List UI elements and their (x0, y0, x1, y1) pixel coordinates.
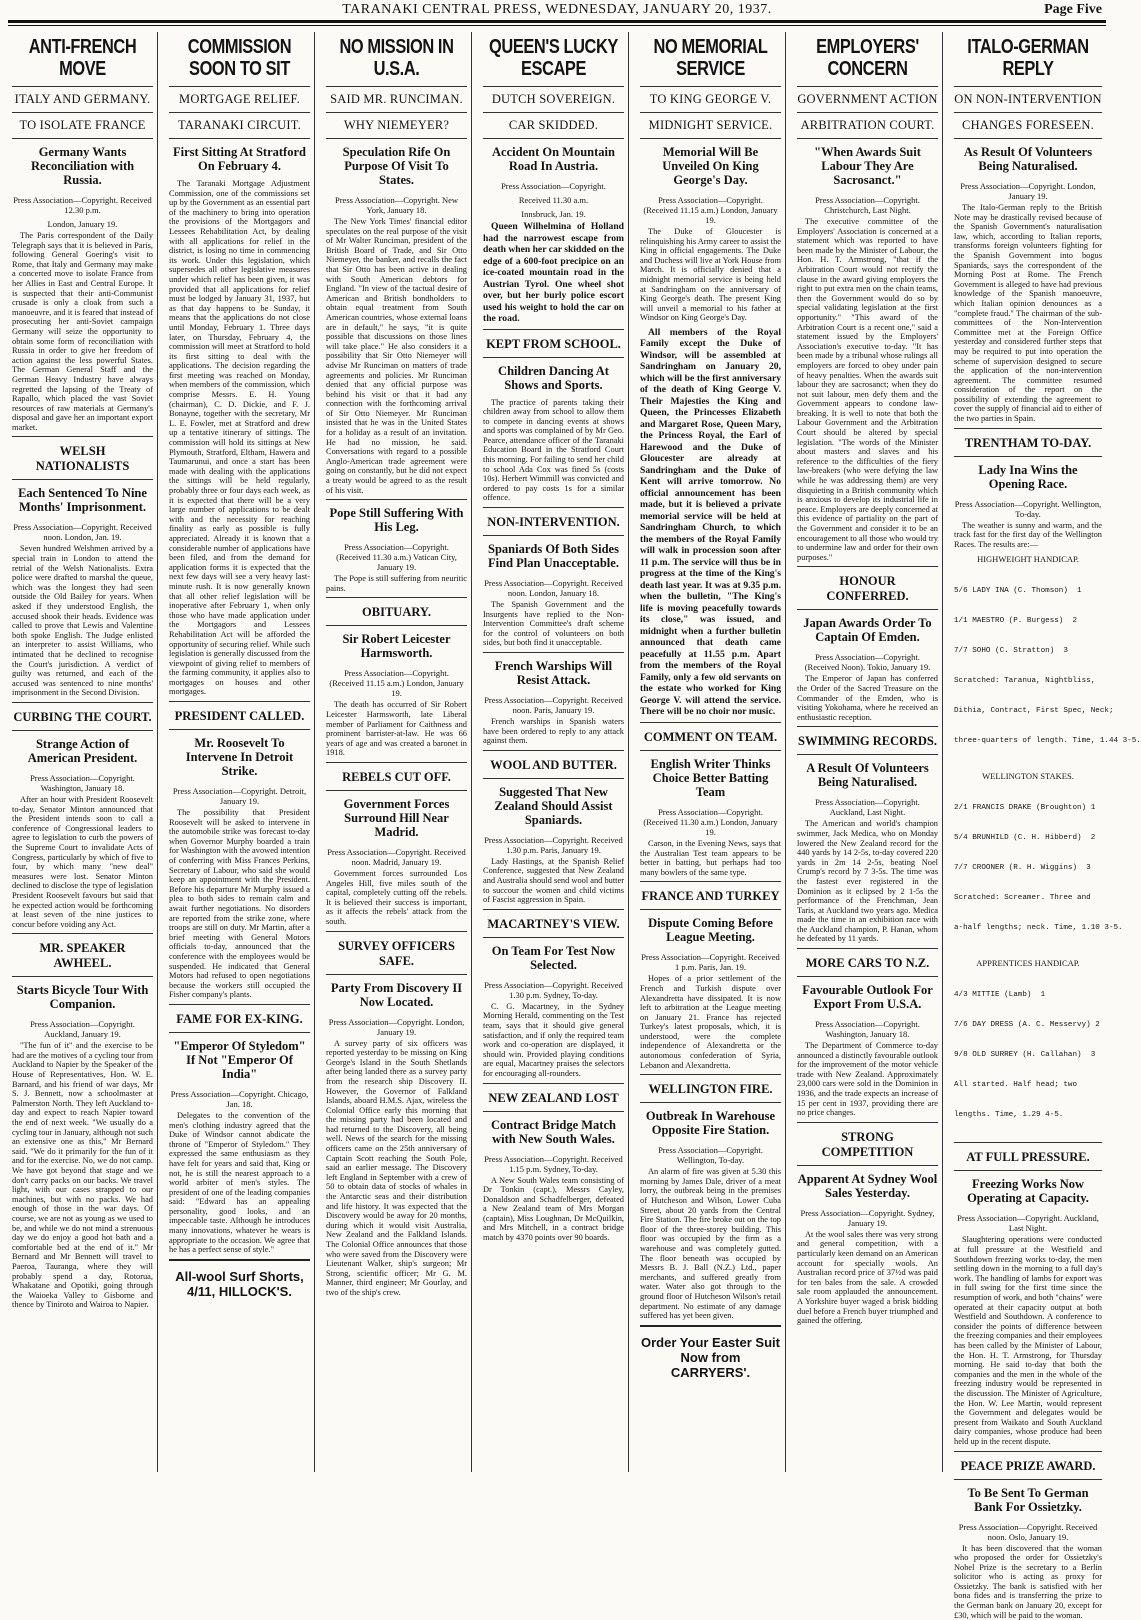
section-heading: NEW ZEALAND LOST (483, 1083, 624, 1111)
article-body: The Paris correspondent of the Daily Telegraph says that it is believed in Paris, following General Goering's visit to Rome, that Italy and Germany may make a concerted move to isolate France from her Allies in East and Central Europe. It is suspected that their anti-Communist crusade is only a cloak from such a manoeuvre, and it is feared that instead of prosecuting her anti-Soviet campaign Germany will seize the opportunity to obtain some form of reconciliation with Russia in order to give her freedom of action against the less powerful States. The German General Staff and the German Heavy Industry have always regretted the lapsing of the Treaty of Rapallo, which placed the vast Soviet resources of raw materials at Germany's disposal and gave her an important export market. (12, 231, 153, 432)
column-1 (8, 32, 158, 1472)
section-heading: WELLINGTON FIRE. (640, 1074, 781, 1102)
section-heading: NON-INTERVENTION. (483, 507, 624, 535)
race-result-line: Dithia, Contract, First Spec, Neck; (954, 706, 1102, 716)
race-results (954, 783, 1102, 953)
deck: Children Dancing At Shows and Sports. (483, 357, 624, 396)
article-body: At the wool sales there was very strong and general competition, with a particularly keen demand on an American account for specially wools. An Australian record price of 37½d was paid for ten bales from the sale. A crowded sale room applauded the announcement. A Yorkshire buyer waged a brisk bidding duel before a French buyer triumphed and gained the offering. (797, 1230, 938, 1326)
section-heading: SWIMMING RECORDS. (797, 726, 938, 754)
section-heading: STRONG COMPETITION (797, 1122, 938, 1165)
credit-line: Press Association—Copyright. Received 1.30 p.m. Sydney, To-day. (483, 980, 624, 1000)
headline: COMMISSION SOON TO SIT (170, 36, 309, 80)
subheading: CAR SKIDDED. (483, 112, 624, 138)
article-body: Government forces surrounded Los Angeles Hill, five miles south of the capital, completely cutting off the rebels. It is believed their success is important, as it affects the rebels' attack from the south. (326, 869, 467, 927)
column-5 (636, 32, 786, 1472)
deck: Mr. Roosevelt To Intervene In Detroit Strike. (169, 729, 310, 782)
race-heading: APPRENTICES HANDICAP. (954, 958, 1102, 968)
credit-line: Press Association—Copyright. Received 1 p.m. Paris, Jan. 19. (640, 952, 781, 972)
deck: English Writer Thinks Choice Better Batting Team (640, 750, 781, 803)
newspaper-page (8, 32, 1106, 1472)
credit-line: Press Association—Copyright. London, January 19. (326, 1017, 467, 1037)
article-body: The American and world's champion swimmer, Jack Medica, who on Monday lowered the New Zealand record for the 440 yards by 14 2-5s, to-day covered 220 yards in 2m 14 2-5s, beating Noel Crump's record by 7 3-5s. The time was the fastest ever registered in the Dominion as it eclipsed by 2 1-5s the performance of the Frenchman, Jean Taris, at Auckland two years ago. Medica made the time in an exhibition race with the Auckland champion, P. Hanan, whom he defeated by 11 yards. (797, 819, 938, 944)
headline: QUEEN'S LUCKY ESCAPE (484, 36, 623, 80)
article-body: Queen Wilhelmina of Holland had the narrowest escape from death when her car skidded on the edge of a 600-foot precipice on an ice-coated mountain road in the Austrian Tyrol. One wheel shot over, but her burly police escort used his weight to hold the car on the road. (483, 221, 624, 325)
credit-line: Press Association—Copyright. Wellington, To-day. (640, 1145, 781, 1165)
section-heading: HONOUR CONFERRED. (797, 566, 938, 609)
subheading: SAID MR. RUNCIMAN. (326, 86, 467, 112)
subheading: TO ISOLATE FRANCE (12, 112, 153, 138)
credit-line: Press Association—Copyright. Received 12.30 p.m. (12, 195, 153, 215)
credit-line: Press Association—Copyright. (Received 11.30 a.m.) London, January 19. (640, 807, 781, 837)
race-result-line: 4/3 MITTIE (Lamb) 1 (954, 990, 1102, 1000)
article-body: The Taranaki Mortgage Adjustment Commission, one of the commissions set up by the Government as an essential part of the machinery to bring into operation the provisions of the Mortgagors and Lessees Rehabilitation Act, by dealing with all applications for relief in the district, is losing no time in commencing its work. Under this legislation, which supersedes all other legislative measures under which relief has been given, it was provided that all applications for relief must be lodged by January 31, 1937, but as that day happens to be Sunday, it means that the applications do not close until Monday, February 1. Three days later, on Thursday, February 4, the commission will meet at Stratford to hold its first sitting to deal with the applications. The decision regarding the first meeting was reached on Monday, when members of the commission, which comprise Messrs. E. H. Young (chairman), C. D. Dickie, and F. J. Bonayne, together with the secretary, Mr L. E. Fowler, met at Stratford and drew up a tentative itinerary of sittings. The commission will hold its sittings at New Plymouth, Stratford, Eltham, Hawera and Taumarunui, and once a start has been made with dealing with the applications the sittings will be held regularly, probably three or four days each week, as it is expected that there will be a very large number of applications to be dealt with and the necessity for reaching finality as early as possible is fully appreciated. Already it is known that a considerable number of applications have been filed, and from the demand for application forms it is expected that the next few days will see a very heavy last-minute rush. It is now generally known that all other relief legislation will be inoperative after February 1, when only those who have made application under the Mortgagors and Lessees Rehabilitation Act will be afforded the opportunity of securing relief. While such legislation is generally discussed from the viewpoint of giving relief to members of the farming community, it applies also to mortgages on houses and other mortgages. (169, 179, 310, 697)
article-body: The weather is sunny and warm, and the track fast for the first day of the Wellington Races. The results are:— (954, 521, 1102, 550)
column-2 (165, 32, 315, 1472)
credit-line: Press Association—Copyright. Received noon. Paris, January 19. (483, 695, 624, 715)
credit-line: Press Association—Copyright. Detroit, January 19. (169, 786, 310, 806)
section-heading: MORE CARS TO N.Z. (797, 948, 938, 976)
race-heading: HIGHWEIGHT HANDICAP. (954, 554, 1102, 564)
article-body: The possibility that President Roosevelt will be asked to intervene in the automobile strike was forecast to-day when Governor Murphy boarded a train for Washington with the avowed intention of conferring with Miss Frances Perkins, Secretary of Labour, who said she would keep an appointment with the President. Before his departure Mr Murphy issued a plea to both sides to remain calm and await further negotiations. No disorders are reported from the strike zone, where troops are still on duty. Mr Martin, after a brief meeting with General Motors officials to-day, announced that the conference with the employees would be suspended. He indicated that General Motors had refused to open negotiations because the workers still occupied the Fisher company's plants. (169, 808, 310, 1000)
credit-line: Press Association—Copyright. Received noon. London, Jan. 19. (12, 522, 153, 542)
credit-line: Press Association—Copyright. (Received 11.30 a.m.) Vatican City, January 19. (326, 542, 467, 572)
article-body: The Department of Commerce to-day announced a distinctly favourable outlook for the improvement of the motor vehicle trade with New Zealand. Approximately 23,000 cars were sold in the Dominion in 1936, and the trade expects an increase of 15 per cent in 1937, providing there are no price changes. (797, 1041, 938, 1118)
article-body: Hopes of a prior settlement of the French and Turkish dispute over Alexandretta have dissipated. It is now left to arbitration at the League meeting on January 21. France has rejected Turkey's latest proposals, which, it is understood, were the complete independence of Alexandretta or the autonomous confederation of Syria, Lebanon and Alexandretta. (640, 974, 781, 1070)
race-result-line: 2/1 FRANCIS DRAKE (Broughton) 1 (954, 803, 1102, 813)
deck: Memorial Will Be Unveiled On King George's Day. (640, 138, 781, 191)
article-body-bold: All members of the Royal Family except the Duke of Windsor, will be assembled at Sandringham on January 20, which will be the first anniversary of the death of King George V. Their Majesties the King and Queen, the Princesses Elizabeth and Margaret Rose, Queen Mary, the Princess Royal, the Earl of Harewood and the Duke of Gloucester are already at Sandringham and the Duke of Kent will arrive tomorrow. No official announcement has been made, but it is believed a private memorial service will be held at Sandringham Church, to which the members of the Royal Family will walk in procession soon after 11 p.m. The service will thus be in progress at the time of the King's death last year. It was at 9.35 p.m. when the bulletin, "The King's life is moving peacefully towards its close," was issued, and midnight when a further bulletin announced that death came peacefully at 11.55 p.m. Apart from the members of the Royal Family, only a few old servants on the estate who worked for King George V. will attend the service. There will be no choir nor music. (640, 327, 781, 718)
credit-line: Press Association—Copyright. (Received 11.15 a.m.) London, January 19. (640, 195, 781, 225)
deck: Lady Ina Wins the Opening Race. (954, 456, 1102, 495)
race-result-line: 1/1 MAESTRO (P. Burgess) 2 (954, 616, 1102, 626)
subheading: GOVERNMENT ACTION (797, 86, 938, 112)
dateline: Innsbruck, Jan. 19. (483, 209, 624, 219)
article-body: Carson, in the Evening News, says that the Australian Test team appears to be better in batting, but perhaps had too many bowlers of the same type. (640, 839, 781, 877)
article-body: The Pope is still suffering from neuritic pains. (326, 574, 467, 593)
section-heading: FRANCE AND TURKEY (640, 881, 781, 909)
masthead-rule (8, 20, 1106, 23)
article-body: The practice of parents taking their children away from school to allow them to compete in dancing events at shows and sports was complained of by Mr Geo. Pearce, attendance officer of the Taranaki Education Board in the Stratford Court this morning. For failing to send her child to school Ada Cox was fined 5s (costs 10s). Herbert Wimmill was convicted and ordered to pay costs 1s for a similar offence. (483, 398, 624, 504)
credit-line: Press Association—Copyright. London, January 19. (954, 181, 1102, 201)
deck: Suggested That New Zealand Should Assist Spaniards. (483, 778, 624, 831)
credit-line: Press Association—Copyright. Received noon. London, January 18. (483, 578, 624, 598)
article-body: "The fun of it" and the exercise to be had are the motives of a cycling tour from Auckland to Napier by the Speaker of the House of Representatives, Hon. W. E. Barnard, and his friend of war days, Mr S. J. Bennett, now a schoolmaster at Palmerston North. They left Auckland to-day and expect to reach Napier toward the end of next week. "We usually do a cycling tour in January, although not such an extensive one as this," Mr Bernard said. "We do it primarily for the fun of it and for the exercise. No, we do not camp. We have got beyond that stage and we don't carry packs on our backs. We travel light, with our cases strapped to our machines, but with no packs. We had enough of those in the war days. Of course, we are not as young as we used to be, and while we do not mind a strenuous day we do enjoy a good hot bath and a comfortable bed at the end of it." Mr Bernard and Mr Bennett will travel to Paeroa, Tauranga, where they will probably spend a day, Rotorua, Whakatane and Opotiki, going through the Waioeka Valley to Gisborne and thence by Tiniroto and Wairoa to Napier. (12, 1041, 153, 1310)
headline: ITALO-GERMAN REPLY (956, 36, 1100, 80)
deck: French Warships Will Resist Attack. (483, 652, 624, 691)
deck: First Sitting At Stratford On February 4. (169, 138, 310, 177)
column-7 (950, 32, 1106, 1472)
deck: As Result Of Volunteers Being Naturalised. (954, 138, 1102, 177)
race-result-line: 7/6 DAY DRESS (A. C. Messervy) 2 (954, 1020, 1102, 1030)
section-heading: COMMENT ON TEAM. (640, 722, 781, 750)
deck: Accident On Mountain Road In Austria. (483, 138, 624, 177)
race-result-line: 9/8 OLD SURREY (H. Callahan) 3 (954, 1050, 1102, 1060)
article-body: A New South Wales team consisting of Dr Tonkin (capt.), Messrs Cayley, Donaldson and Schadfelberger, defeated a New Zealand team of Mrs Morgan (captain), Miss Loughnan, Dr McQuilkin, and Mrs Mitchell, in a contract bridge match by 4370 points over 90 boards. (483, 1176, 624, 1243)
headline: NO MISSION IN U.S.A. (327, 36, 466, 80)
subheading: CHANGES FORESEEN. (954, 112, 1102, 138)
race-result-line: 5/4 BRUNHILD (C. H. Hibberd) 2 (954, 833, 1102, 843)
subheading: DUTCH SOVEREIGN. (483, 86, 624, 112)
column-6 (793, 32, 943, 1472)
race-result-line: 7/7 CROONER (R. H. Wiggins) 3 (954, 863, 1102, 873)
deck: A Result Of Volunteers Being Naturalised. (797, 754, 938, 793)
race-result-line: All started. Half head; two (954, 1080, 1102, 1090)
article-body: The Duke of Gloucester is relinquishing his Army career to assist the King in official engagements. The Duke and Duchess will live at York House from March. It is officially denied that a midnight memorial service is being held at Sandringham on the anniversary of King George's death. The present King will unveil a memorial to his father at Windsor on King George's Day. (640, 227, 781, 323)
masthead (0, 0, 1114, 34)
article-body: The Emperor of Japan has conferred the Order of the Sacred Treasure on the Commander of the Emden, who is visiting Yokohama, where he received an enthusiastic reception. (797, 674, 938, 722)
deck: Pope Still Suffering With His Leg. (326, 499, 467, 538)
credit-line: Press Association—Copyright. Received 1.30 p.m. Paris, January 19. (483, 835, 624, 855)
race-result-line: three-quarters of length. Time, 1.44 3-5. (954, 736, 1102, 746)
subheading: TO KING GEORGE V. (640, 86, 781, 112)
credit-line: Press Association—Copyright. Auckland, January 19. (12, 1019, 153, 1039)
deck: "When Awards Suit Labour They Are Sacrosanct." (797, 138, 938, 191)
section-heading: MR. SPEAKER AWHEEL. (12, 933, 153, 976)
article-body: C. G. Macartney, in the Sydney Morning Herald, commenting on the Test team, says that it should give general satisfaction, and if only the required team work and co-operation are displayed, it should win. Provided playing conditions are equal, Macartney praises the selectors for encouraging all-rounders. (483, 1002, 624, 1079)
article-body: The Spanish Government and the Insurgents have replied to the Non-Intervention Committee's draft scheme for the control of volunteers on both sides, but both find it unacceptable. (483, 600, 624, 648)
deck: Strange Action of American President. (12, 730, 153, 769)
subheading: ARBITRATION COURT. (797, 112, 938, 138)
credit-line: Press Association—Copyright. Chicago, Jan. 18. (169, 1089, 310, 1109)
deck: On Team For Test Now Selected. (483, 937, 624, 976)
masthead-title: TARANAKI CENTRAL PRESS, WEDNESDAY, JANUARY 20, 1937. (0, 2, 1114, 18)
section-heading: OBITUARY. (326, 597, 467, 625)
race-result-line: 7/7 SOHO (C. Stratton) 3 (954, 646, 1102, 656)
masthead-rule-thin (8, 25, 1106, 26)
section-heading: SURVEY OFFICERS SAFE. (326, 931, 467, 974)
credit-line: Press Association—Copyright. Christchurch, Last Night. (797, 195, 938, 215)
subheading: WHY NIEMEYER? (326, 112, 467, 138)
deck: Apparent At Sydney Wool Sales Yesterday. (797, 1165, 938, 1204)
credit-line: Press Association—Copyright. Sydney, January 19. (797, 1208, 938, 1228)
received-line: Received 11.30 a.m. (483, 195, 624, 205)
deck: Germany Wants Reconciliation with Russia. (12, 138, 153, 191)
column-4 (479, 32, 629, 1472)
article-body: It has been discovered that the woman who proposed the order for Ossietzky's Nobel Prize is the secretary to a Berlin solicitor who is acting as proxy for Ossietzky. The bank is satisfied with her bona fides and is transferring the prize to the German bank on January 20, except for £30, which will be paid to the woman. (954, 1544, 1102, 1620)
section-heading: WOOL AND BUTTER. (483, 750, 624, 778)
credit-line: Press Association—Copyright. Received noon. Madrid, January 19. (326, 847, 467, 867)
article-body: The executive committee of the Employers' Association is concerned at a statement which was reported to have been made by the Minister of Labour, the Hon. H. T. Armstrong, "that if the Arbitration Court would not rectify the clause in the award giving employers the right to put extra men on the chain teams, then the Government would do so by special validating legislation at the first opportunity." "This award of the Arbitration Court is a recent one," said a statement issued by the Employers' Association's executive to-day. "It has been made by a tribunal whose rulings all employers are forced to obey under pain of heavy penalties. When the awards suit labour they are sacrosanct; when they do not suit labour, men defy them and the Government appears to condone law-breaking. It is well to note that both the Labour Government and the Arbitration Court should be altered by special legislation. "The words of the Minister about masters and slaves and his reference to the difficulties of the fiery law-breakers (who were defying the law while he was addressing them) are very disquieting in a British community which is anxious to develop its industrial life in peace. Employers are deeply concerned at this evidence of partiality on the part of the Government and consider it to be an encouragement to all those who would try to undermine law and order for their own purposes." (797, 217, 938, 562)
deck: Each Sentenced To Nine Months' Imprisonment. (12, 479, 153, 518)
headline: EMPLOYERS' CONCERN (798, 36, 937, 80)
deck: Government Forces Surround Hill Near Madrid. (326, 790, 467, 843)
deck: Spaniards Of Both Sides Find Plan Unacceptable. (483, 535, 624, 574)
section-heading: AT FULL PRESSURE. (954, 1142, 1102, 1170)
column-3 (322, 32, 472, 1472)
article-body: Seven hundred Welshmen arrived by a special train in London to attend the retrial of the Welsh Nationalists. Extra police were drafted to marshal the queue, which was the longest they had seen outside the Old Bailey for years. When asked if they understood English, the accused shook their heads. Evidence was called to prove that Lewis and Valentine both spoke English. The Judge enlisted an interpreter to assist Williams, who intimated that he declined to recognise the Court's jurisdiction. A verdict of guilty was returned, and each of the accused was sentenced to nine months' imprisonment in the Second Division. (12, 544, 153, 698)
article-body: French warships in Spanish waters have been ordered to reply to any attack against them. (483, 717, 624, 746)
deck: Outbreak In Warehouse Opposite Fire Station. (640, 1102, 781, 1141)
race-result-line: 5/6 LADY INA (C. Thomson) 1 (954, 586, 1102, 596)
article-body: The death has occurred of Sir Robert Leicester Harmsworth, late Liberal member of Parliament for Caithness and prominent barrister-at-law. He was 66 years of age and was created a baronet in 1918. (326, 700, 467, 758)
deck: Freezing Works Now Operating at Capacity. (954, 1170, 1102, 1209)
section-heading: KEPT FROM SCHOOL. (483, 329, 624, 357)
deck: Starts Bicycle Tour With Companion. (12, 976, 153, 1015)
race-results (954, 566, 1102, 766)
race-results (954, 970, 1102, 1140)
deck: Party From Discovery II Now Located. (326, 974, 467, 1013)
race-result-line: lengths. Time, 1.29 4-5. (954, 1110, 1102, 1120)
section-heading: MACARTNEY'S VIEW. (483, 909, 624, 937)
page-number: Page Five (1044, 2, 1102, 18)
section-heading: PRESIDENT CALLED. (169, 701, 310, 729)
article-body: A survey party of six officers was reported yesterday to be missing on King George's Island in the South Shetlands after being landed there as a survey party from the research ship Discovery II. However, the Governor of Falkland Islands, aboard H.M.S. Ajax, wireless the Colonial Office early this morning that the missing party had been located and had returned to the Discovery, all being well. News of the search for the missing officers came on the 25th anniversary of Captain Scott reaching the South Pole, said an earlier message. The Discovery left England in September with a crew of 50 to obtain data of stocks of whales in the Antarctic seas and their distribution and life history. It was expected that the Discovery would be away for 20 months, during which it would visit Australia, New Zealand and the Falkland Islands. The Colonial Office announces that those who were saved from the Discovery were Lieutenant Walker, ship's surgeon; Mr Strong, scientific officer; Mr G. M. Manner, third engineer; Mr Gourlay, and two of the ship's crew. (326, 1039, 467, 1298)
race-result-line: Scratched: Taranua, Nightbliss, (954, 676, 1102, 686)
credit-line: Press Association—Copyright. Auckland, Last Night. (954, 1213, 1102, 1233)
credit-line: Press Association—Copyright. Washington, January 18. (12, 773, 153, 793)
credit-line: Press Association—Copyright. Auckland, Last Night. (797, 797, 938, 817)
section-heading: PEACE PRIZE AWARD. (954, 1451, 1102, 1479)
credit-line: Press Association—Copyright. Washington, January 18. (797, 1019, 938, 1039)
subheading: TARANAKI CIRCUIT. (169, 112, 310, 138)
article-body: Lady Hastings, at the Spanish Relief Conference, suggested that New Zealand and Australia should send wool and butter to succour the women and child victims of Fascist aggression in Spain. (483, 857, 624, 905)
race-heading: WELLINGTON STAKES. (954, 771, 1102, 781)
subheading: MORTGAGE RELIEF. (169, 86, 310, 112)
headline: NO MEMORIAL SERVICE (641, 36, 780, 80)
advertisement: Order Your Easter Suit Now from CARRYERS'. (640, 1325, 781, 1386)
section-heading: REBELS CUT OFF. (326, 762, 467, 790)
credit-line: Press Association—Copyright. (483, 181, 624, 191)
article-body: The New York Times' financial editor speculates on the real purpose of the visit of Mr Walter Runciman, president of the British Board of Trade, and Sir Otto Niemeyer, the banker, and recalls the fact that Sir Otto has been active in dealing with South American debtors for England. "In view of the tactual desire of American and British bondholders to obtain equal treatment from South American countries, whose external loans are in default," he says, "it is quite possible that discussions on those lines will take place." He also considers it a possibility that Sir Otto Niemeyer will advise Mr Runciman on matters of trade agreements and policies. Mr Runciman denied that any official purpose was behind his visit or that it had any connection with the forthcoming arrival of Sir Otto Niemeyer. Mr Runciman insisted that he was in the United States for a holiday as a result of an invitation. He had no mission, he said. Conversations with regard to a possible Anglo-American trade agreement were going on constantly, but he did not expect a treaty would be agreed to as the result of his visit. (326, 217, 467, 495)
section-heading: CURBING THE COURT. (12, 702, 153, 730)
credit-line: Press Association—Copyright. Wellington, To-day. (954, 499, 1102, 519)
deck: Speculation Rife On Purpose Of Visit To States. (326, 138, 467, 191)
credit-line: Press Association—Copyright. New York, January 18. (326, 195, 467, 215)
headline: ANTI-FRENCH MOVE (13, 36, 152, 80)
deck: Dispute Coming Before League Meeting. (640, 909, 781, 948)
subheading: ON NON-INTERVENTION (954, 86, 1102, 112)
article-body: The Italo-German reply to the British Note may be drastically revised because of the Spanish Government's naturalisation law, which, according to Italian reports, transforms foreign volunteers fighting for the Spanish Government into bogus Spaniards, says the correspondent of the Morning Post at Rome. The French Government is alleged to have had previous knowledge of the Spanish manoeuvre, which Italian opinion denounces as a "complete fraud." The chairman of the sub-committees of the Non-Intervention Committee met at the Foreign Office yesterday and considered further steps that may be required to put into operation the scheme of supervision designed to secure the application of the non-intervention agreement. The committee resumed consideration of the report on the possibility of extending the agreement to cover the supply of financial aid to either of the two parties in Spain. (954, 203, 1102, 424)
advertisement: All-wool Surf Shorts, 4/11, HILLOCK'S. (169, 1259, 310, 1305)
article-body: An alarm of fire was given at 5.30 this morning by James Dale, driver of a meat lorry, the outbreak being in the premises of Hutcheson and Wilson, Lower Cuba Street, about 20 yards from the Central Fire Station. The fire broke out on the top floor of the three-storey building. This floor was occupied by the firm as a warehouse and was completely gutted. The floor beneath was occupied by Messrs B. J. Ball (N.Z.) Ltd., paper merchants, and suffered greatly from water. Water also got through to the ground floor of Hutcheson Wilson's retail department. No estimate of any damage suffered has yet been given. (640, 1167, 781, 1321)
credit-line: Press Association—Copyright. Received noon. Oslo, January 19. (954, 1522, 1102, 1542)
credit-line: Press Association—Copyright. (Received Noon). Tokio, January 19. (797, 652, 938, 672)
deck: "Emperor Of Styledom" If Not "Emperor Of India" (169, 1032, 310, 1085)
article-body: Slaughtering operations were conducted at full pressure at the Westfield and Southdown freezing works to-day, the men settling down in the morning to a full day's work. The handling of lambs for export was in full swing for the first time since the resumption of work, and both "chains" were operated at their capacity output at both Westfield and Southdown. A conference to consider the points of difference between the freezing companies and their employees has been called by the Minister of Labour, the Hon. H. T. Armstrong, for Thursday morning. He said to-day that both the companies and the men in the whole of the freezing industry would be represented in the discussion. The Minister of Agriculture, the Hon. W. Lee Martin, would represent the Government and delegates would be present from Waikato and South Auckland dairy companies, whose produce had been held up in the recent dispute. (954, 1235, 1102, 1446)
deck: To Be Sent To German Bank For Ossietzky. (954, 1479, 1102, 1518)
credit-line: Press Association—Copyright. (Received 11.15 a.m.) London, January 19. (326, 668, 467, 698)
deck: Favourable Outlook For Export From U.S.A. (797, 976, 938, 1015)
article-body: After an hour with President Roosevelt to-day, Senator Minton announced that the President intends soon to call a conference of Congressional leaders to agree to legislation to curb the powers of the Supreme Court to invalidate Acts of Congress, particularly by which of five to four, by which many "new deal" measures were lost. Senator Minton declined to disclose the type of legislation President Roosevelt favours but said that he expected action would be forthcoming at least seven of the nine justices to concur before voiding any Act. (12, 795, 153, 929)
section-heading: WELSH NATIONALISTS (12, 436, 153, 479)
section-heading: FAME FOR EX-KING. (169, 1004, 310, 1032)
dateline: London, January 19. (12, 219, 153, 229)
credit-line: Press Association—Copyright. Received 1.15 p.m. Sydney, To-day. (483, 1154, 624, 1174)
deck: Sir Robert Leicester Harmsworth. (326, 625, 467, 664)
section-heading: TRENTHAM TO-DAY. (954, 428, 1102, 456)
race-result-line: Scratched: Screamer. Three and (954, 893, 1102, 903)
race-result-line: a-half lengths; neck. Time, 1.10 3-5. (954, 923, 1102, 933)
deck: Japan Awards Order To Captain Of Emden. (797, 609, 938, 648)
subheading: MIDNIGHT SERVICE. (640, 112, 781, 138)
deck: Contract Bridge Match with New South Wales. (483, 1111, 624, 1150)
article-body: Delegates to the convention of the men's clothing industry agreed that the Duke of Windsor cannot abdicate the throne of "Emperor of Styledom." They expressed the same enthusiasm as they have felt for years and said that, King or not, he is still the nearest approach to a world arbiter of men's styles. The president of one of the leading companies said: "Edward has an appealing personality, good looks, and an impeccable taste. Although he introduces many innovations, whatever he wears is appropriate to the occasion. We agree that he has a perfect sense of style." (169, 1111, 310, 1255)
subheading: ITALY AND GERMANY. (12, 86, 153, 112)
